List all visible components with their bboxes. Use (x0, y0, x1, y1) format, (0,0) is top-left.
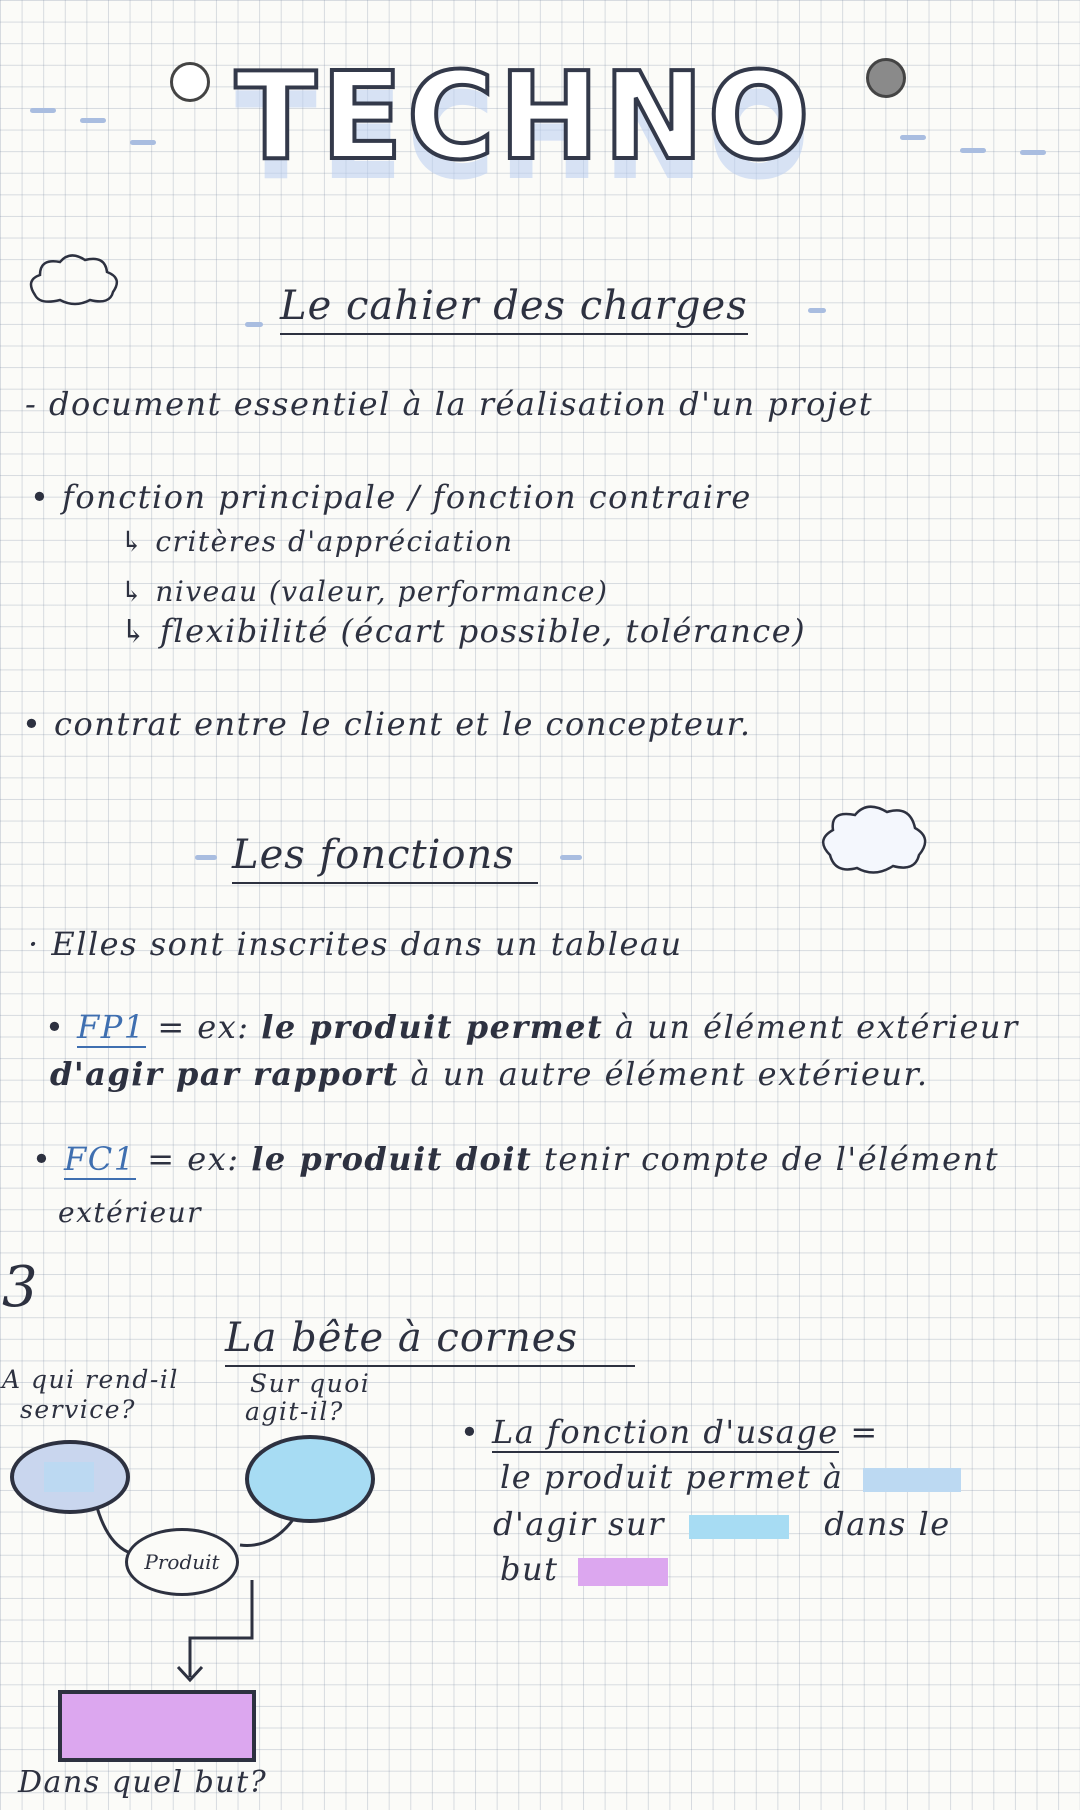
fp-rest-2: à un autre élément extérieur. (410, 1055, 929, 1093)
question-label (245, 1370, 370, 1426)
usage-heading-line: • La fonction d'usage = (460, 1413, 879, 1451)
punch-hole-left (170, 62, 210, 102)
fp-bold-2: d'agir par rapport (50, 1055, 399, 1093)
cloud-icon (25, 250, 125, 310)
bullet-text-content: contrat entre le client et le concepteur. (54, 705, 752, 743)
usage-text: dans le (824, 1505, 951, 1543)
usage-line (493, 1505, 951, 1543)
usage-line (500, 1550, 668, 1588)
intro-text-content: Elles sont inscrites dans un tableau (51, 925, 683, 963)
punch-hole-right (866, 58, 906, 98)
cloud-icon (815, 800, 935, 880)
sub-item-text: critères d'appréciation (155, 525, 514, 558)
section-number: 3 (2, 1255, 38, 1320)
fc-bold: le produit doit (251, 1140, 533, 1178)
fc-line-2: extérieur (58, 1196, 203, 1229)
fc-label: FC1 (64, 1140, 136, 1178)
fp-label: FP1 (77, 1008, 146, 1046)
client-ellipse (10, 1440, 130, 1514)
heading-dash (195, 855, 217, 860)
heading-dash (560, 855, 582, 860)
section-heading: Le cahier des charges (280, 283, 748, 335)
fc-rest: tenir compte de l'élément (543, 1140, 1000, 1178)
fc-eq: = ex: (147, 1140, 240, 1178)
bullet-text: - document essentiel à la réalisation d'un projet (25, 385, 874, 423)
sub-item-text: niveau (valeur, performance) (155, 575, 609, 608)
fp-eq: = ex: (157, 1008, 250, 1046)
title-dash (900, 135, 926, 140)
title-dash (80, 118, 106, 123)
bullet-text-content: fonction principale / fonction contraire (62, 478, 752, 516)
title-dash (960, 148, 986, 153)
client-fill (44, 1462, 94, 1492)
usage-line (500, 1458, 961, 1496)
usage-text: but (500, 1550, 559, 1588)
section-heading: La bête à cornes (225, 1315, 635, 1367)
bullet-text: • fonction principale / fonction contraire (30, 478, 752, 516)
page-title: TECHNO (235, 48, 814, 187)
usage-text: le produit permet à (500, 1458, 844, 1496)
question-line: agit-il? (245, 1397, 344, 1426)
heading-dash (808, 308, 826, 313)
product-label: Produit (144, 1550, 220, 1574)
bullet-text: • contrat entre le client et le concepteur. (22, 705, 752, 743)
sub-item: ↳ niveau (valeur, performance) (120, 575, 609, 608)
fc-line: • FC1 = ex: le produit doit tenir compte de l'élément (32, 1140, 1000, 1178)
sub-item: ↳ critères d'appréciation (120, 525, 514, 558)
usage-blank-purple (578, 1558, 668, 1586)
object-ellipse (245, 1435, 375, 1523)
question-line: Sur quoi (250, 1369, 371, 1398)
fp-line-2 (50, 1055, 928, 1093)
sub-item-text: flexibilité (écart possible, tolérance) (159, 612, 807, 650)
title-dash (130, 140, 156, 145)
fp-line: • FP1 = ex: le produit permet à un élément extérieur (45, 1008, 1019, 1046)
goal-box (58, 1690, 256, 1762)
fp-rest: à un élément extérieur (614, 1008, 1019, 1046)
section-heading: Les fonctions (232, 832, 538, 884)
heading-dash (245, 322, 263, 327)
usage-blank-cyan (689, 1515, 789, 1539)
usage-heading: La fonction d'usage (492, 1413, 839, 1451)
goal-question: Dans quel but? (18, 1765, 268, 1800)
sub-item: ↳ flexibilité (écart possible, tolérance) (120, 612, 807, 650)
title-dash (30, 108, 56, 113)
usage-text: d'agir sur (493, 1505, 665, 1543)
bullet-text-content: document essentiel à la réalisation d'un projet (48, 385, 874, 423)
usage-blank-blue (863, 1468, 961, 1492)
intro-text: · Elles sont inscrites dans un tableau (28, 925, 683, 963)
product-ellipse (125, 1528, 239, 1596)
question-line: service? (20, 1395, 136, 1424)
title-dash (1020, 150, 1046, 155)
question-label (2, 1365, 179, 1425)
question-line: A qui rend-il (2, 1365, 179, 1394)
fp-bold: le produit permet (261, 1008, 604, 1046)
usage-eq: = (850, 1413, 879, 1451)
